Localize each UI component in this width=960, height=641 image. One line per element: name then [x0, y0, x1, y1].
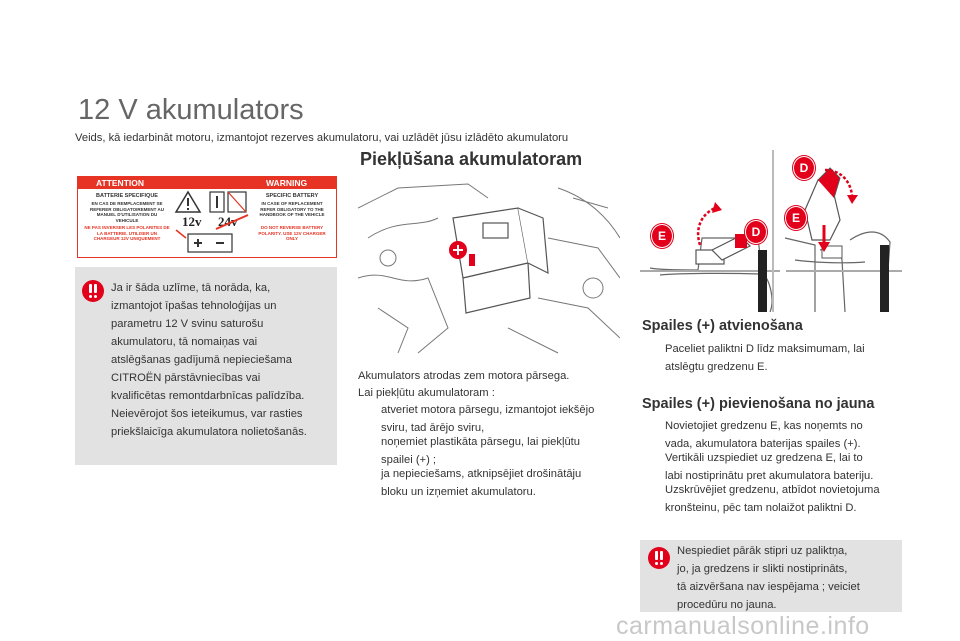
reconnect-item-2: Vertikāli uzspiediet uz gredzena E, lai to labi nostiprinātu pret akumulatora bateriju. [665, 452, 874, 482]
access-item-1: atveriet motora pārsegu, izmantojot iekšējo sviru, tad ārējo sviru, [381, 404, 595, 434]
en-text: IN CASE OF REPLACEMENT REFER OBLIGATORY TO THE HANDBOOK OF THE VEHICLE [259, 201, 325, 217]
engine-bay-illustration [358, 178, 620, 358]
access-intro-2: Lai piekļūtu akumulatoram : [358, 387, 495, 399]
attention-label [77, 176, 337, 258]
page-subtitle: Veids, kā iedarbināt motoru, izmantojot rezerves akumulatoru, vai uzlādēt jūsu izlādēto akumulatoru [75, 132, 569, 144]
en-bottom: DO NOT REVERSE BATTERY POLARITY. USE 12V CHARGER ONLY [258, 225, 326, 241]
reconnect-item-3: Uzskrūvējiet gredzenu, atbīdot novietojuma kronšteinu, pēc tam nolaižot paliktni D. [665, 484, 880, 514]
warning-box-2-text: Nespiediet pārāk stipri uz paliktņa, jo, ja gredzens ir slikti nostiprināts, tā aizvēršana nav iespējama ; veiciet procedūru no jauna. [677, 545, 860, 611]
terminal-illustration [640, 150, 902, 312]
warning-word: WARNING [266, 178, 308, 188]
fr-bottom: NE PAS INVERSER LES POLARITES DE LA BATTERIE. UTILISER UN CHARGEUR 12V UNIQUEMENT [84, 225, 170, 241]
warning-box-pressure [640, 540, 902, 612]
reconnect-item-1: Novietojiet gredzenu E, kas noņemts no vada, akumulatora baterijas spailes (+). [665, 420, 863, 450]
crossed-24v-icon [214, 213, 250, 231]
attention-word: ATTENTION [96, 178, 145, 188]
warning-icon [82, 280, 104, 302]
voltage-24v: 24v [218, 214, 238, 229]
label-e-left: E [651, 224, 673, 248]
access-item-2: noņemiet plastikāta pārsegu, lai piekļūtu spailei (+) ; [381, 436, 581, 466]
reconnect-heading: Spailes (+) pievienošana no jauna [642, 396, 875, 412]
warning-box-1-text: Ja ir šāda uzlīme, tā norāda, ka, izmantojot īpašas tehnoloģijas un parametru 12 V svinu saturošu akumulatoru, tā nomaiņas vai atslēgšanas gadījumā nepieciešama CITROËN pārstāvniecības vai kvalificētas remontdarbnīcas palīdzība. Neievērojot šos ieteikumus, var rasties priekšlaicīga akumulatora nolietošanās. [111, 282, 307, 438]
fr-text: EN CAS DE REMPLACEMENT SE REFERER OBLIGATOIREMENT AU MANUEL D'UTILISATION DU VEHICULE [90, 201, 164, 223]
warning-icon [648, 547, 670, 569]
access-intro-1: Akumulators atrodas zem motora pārsega. [358, 370, 570, 382]
en-title: SPECIFIC BATTERY [265, 193, 319, 199]
page-title: 12 V akumulators [78, 94, 304, 126]
label-e-right: E [785, 206, 807, 230]
warning-box-battery-label [75, 267, 337, 465]
voltage-12v: 12v [182, 214, 202, 229]
watermark: carmanualsonline.info [616, 612, 870, 640]
fr-title: BATTERIE SPECIFIQUE [96, 193, 158, 199]
disconnect-text: Paceliet paliktni D līdz maksimumam, lai atslēgtu gredzenu E. [665, 343, 865, 373]
label-d-right: D [793, 156, 815, 180]
access-item-3: ja nepieciešams, atknipsējiet drošinātāju bloku un izņemiet akumulatoru. [381, 468, 582, 498]
label-d-left: D [745, 220, 767, 244]
section-heading: Piekļūšana akumulatoram [360, 149, 583, 169]
disconnect-heading: Spailes (+) atvienošana [642, 318, 803, 334]
